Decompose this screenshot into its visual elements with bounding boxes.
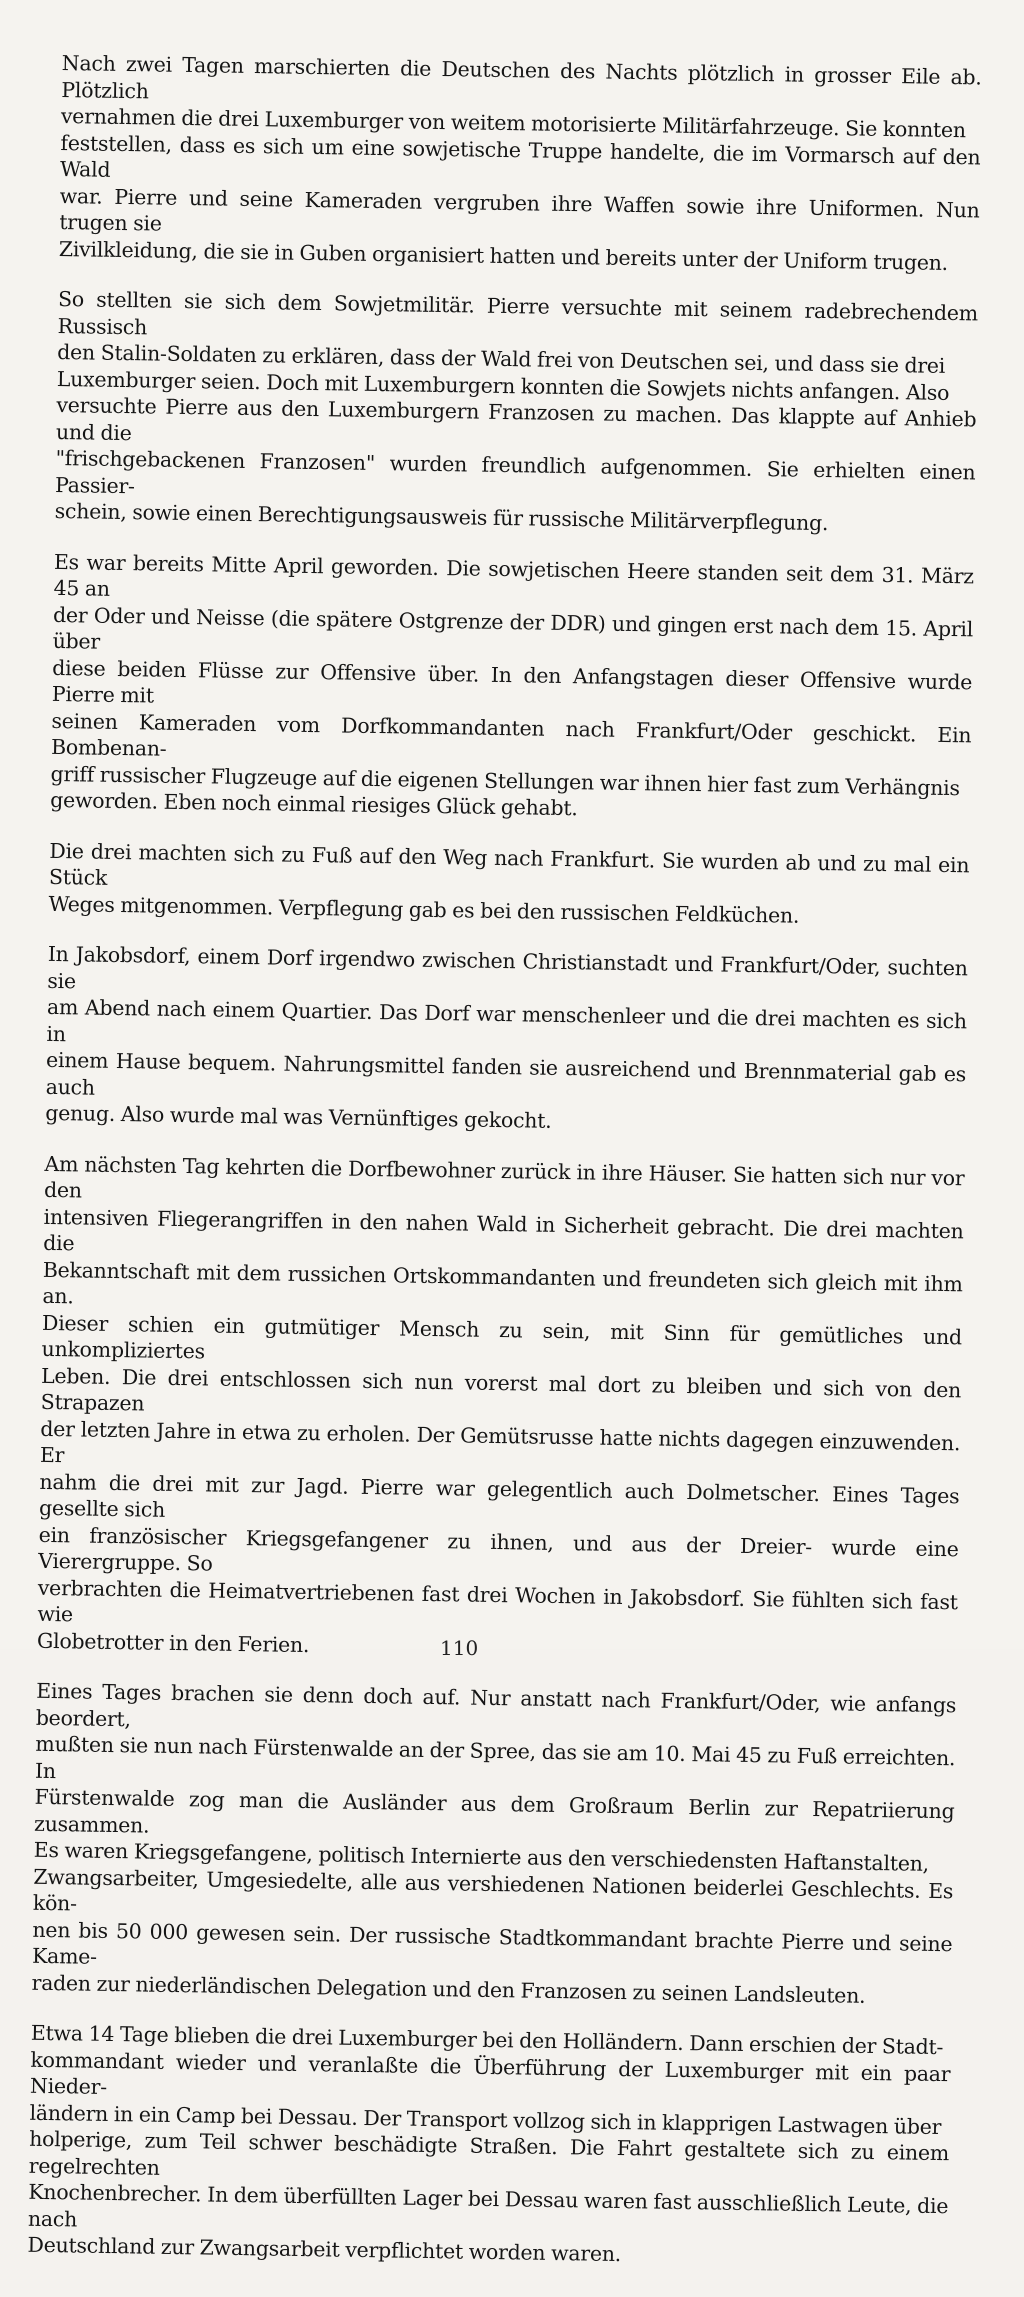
paragraph: Die drei machten sich zu Fuß auf den Weg nach Frankfurt. Sie wurden ab und zu mal ein Stück Weges mitgenommen. Verpflegung gab es bei den russischen Feldküchen. (48, 838, 970, 928)
paragraph: Etwa 14 Tage blieben die drei Luxemburger bei den Holländern. Dann erschien der Stadt- kommandant wieder und veranlaßte die Überführung der Luxemburger mit ein paar Nieder- ländern in ein Camp bei Dessau. Der Transport vollzog sich in klapprigen Lastwagen über holperige, zum Teil schwer beschädigte Straßen. Die Fahrt gestaltete sich zu einem regelrechten Knochenbrecher. In dem überfüllten Lager bei Dessau waren fast ausschließlich Leute, die nach Deutschland zur Zwangsarbeit verpflichtet worden waren. (27, 2020, 951, 2267)
paragraph: Am nächsten Tag kehrten die Dorfbewohner zurück in ihre Häuser. Sie hatten sich nur vor den intensiven Fliegerangriffen in den nahen Wald in Sicherheit gebracht. Die drei machten die Bekanntschaft mit dem russichen Ortskommandanten und freundeten sich gleich mit ihm an. Dieser schien ein gutmütiger Mensch zu sein, mit Sinn für gemütliches und unkompliziertes Leben. Die drei entschlossen sich nun vorerst mal dort zu bleiben und sich von den Strapazen der letzten Jahre in etwa zu erholen. Der Gemütsrusse hatte nichts dagegen einzuwenden. Er nahm die drei mit zur Jagd. Pierre war gelegentlich auch Dolmetscher. Eines Tages gesellte sich ein französischer Kriegsgefangener zu ihnen, und aus der Dreier- wurde eine Vierergruppe. So verbrachten die Heimatvertriebenen fast drei Wochen in Jakobsdorf. Sie fühlten sich fast wie Globetrotter in den Ferien. (36, 1151, 965, 1657)
paragraph: Es war bereits Mitte April geworden. Die sowjetischen Heere standen seit dem 31. März 45 an der Oder und Neisse (die spätere Ostgrenze der DDR) und gingen erst nach dem 15. April über diese beiden Flüsse zur Offensive über. In den Anfangstagen dieser Offensive wurde Pierre mit seinen Kameraden vom Dorfkommandanten nach Frankfurt/Oder geschickt. Ein Bombenan- griff russischer Flugzeuge auf die eigenen Stellungen war ihnen hier fast zum Verhängnis geworden. Eben noch einmal riesiges Glück gehabt. (50, 549, 975, 821)
body-text (27, 50, 982, 2297)
paragraph: In Jakobsdorf, einem Dorf irgendwo zwischen Christianstadt und Frankfurt/Oder, suchten sie am Abend nach einem Quartier. Das Dorf war menschenleer und die drei machten es sich in einem Hause bequem. Nahrungsmittel fanden sie ausreichend und Brennmaterial gab es auch genug. Also wurde mal was Vernünftiges gekocht. (45, 941, 968, 1133)
page-number: 110 (440, 1636, 479, 1660)
paragraph: Nach zwei Tagen marschierten die Deutschen des Nachts plötzlich in grosser Eile ab. Plötzlich vernahmen die drei Luxemburger von weitem motorisierte Militärfahrzeuge. Sie konnten feststellen, dass es sich um eine sowjetische Truppe handelte, die im Vormarsch auf den Wald war. Pierre und seine Kameraden vergruben ihre Waffen sowie ihre Uniformen. Nun trugen sie Zivilkleidung, die sie in Guben organisiert hatten und bereits unter der Uniform trugen. (58, 50, 982, 275)
paragraph: So stellten sie sich dem Sowjetmilitär. Pierre versuchte mit seinem radebrechendem Russisch den Stalin-Soldaten zu erklären, dass der Wald frei von Deutschen sei, und dass sie drei Luxemburger seien. Doch mit Luxemburgern konnten die Sowjets nichts anfangen. Also versuchte Pierre aus den Luxemburgern Franzosen zu machen. Das klappte auf Anhieb und die "frischgebackenen Franzosen" wurden freundlich aufgenommen. Sie erhielten einen Passier- schein, sowie einen Berechtigungsausweis für russische Militärverpflegung. (54, 286, 979, 536)
paragraph: Eines Tages brachen sie denn doch auf. Nur anstatt nach Frankfurt/Oder, wie anfangs beordert, mußten sie nun nach Fürstenwalde an der Spree, das sie am 10. Mai 45 zu Fuß erreichten. In Fürstenwalde zog man die Ausländer aus dem Großraum Berlin zur Repatriierung zusammen. Es waren Kriegsgefangene, politisch Internierte aus den verschiedensten Haftanstalten, Zwangsarbeiter, Umgesiedelte, alle aus vershiedenen Nationen beiderlei Geschlechts. Es kön- nen bis 50 000 gewesen sein. Der russische Stadtkommandant brachte Pierre und seine Kame- raden zur niederländischen Delegation und den Franzosen zu seinen Landsleuten. (31, 1678, 957, 2008)
